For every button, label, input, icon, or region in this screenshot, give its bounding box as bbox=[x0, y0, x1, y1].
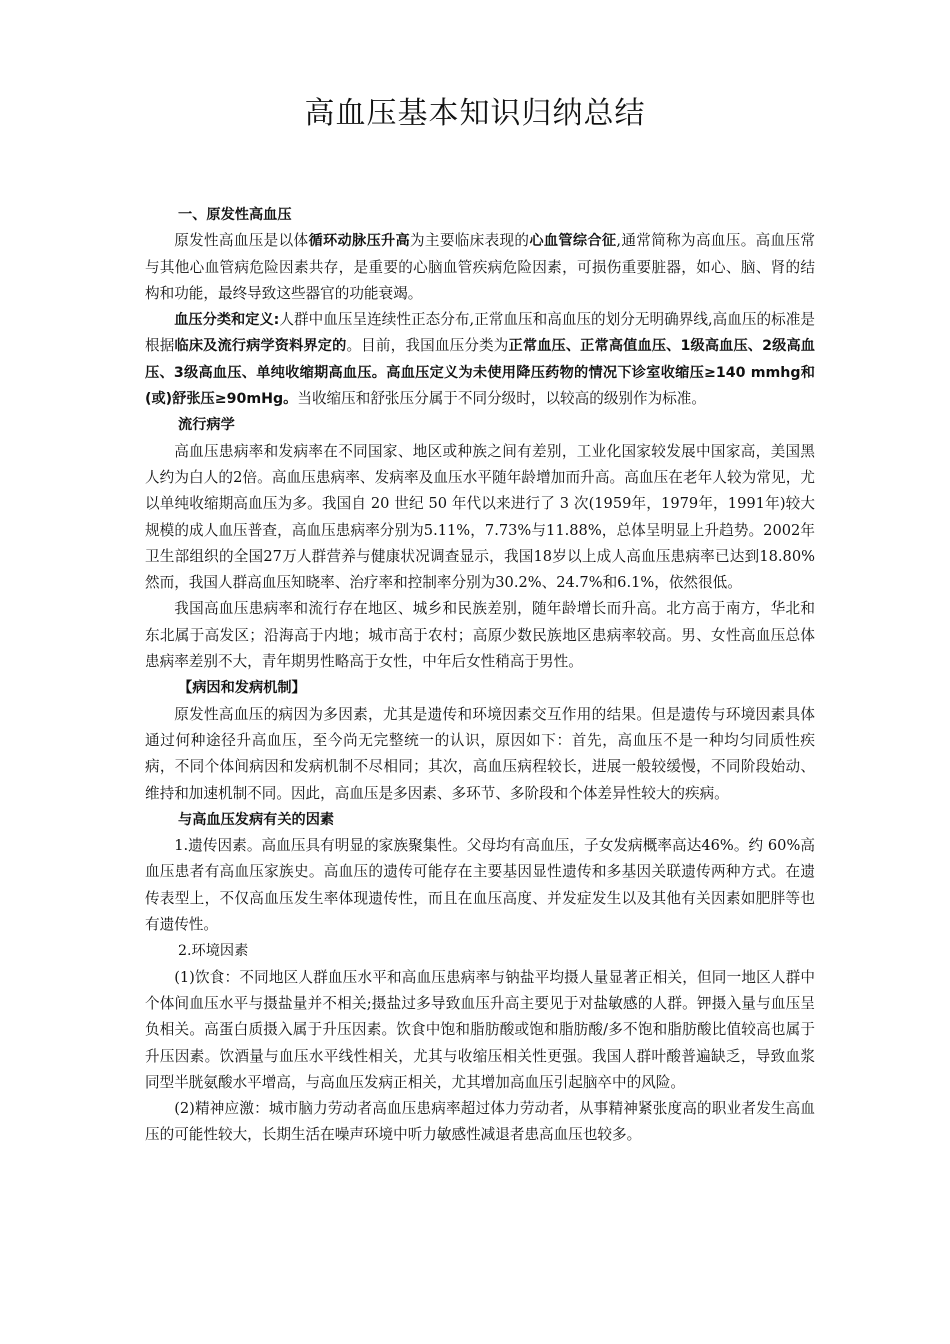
document-body bbox=[145, 202, 815, 1149]
bold-run: 临床及流行病学资料界定的 bbox=[174, 338, 347, 355]
section-heading-environment: 2.环境因素 bbox=[178, 943, 249, 960]
paragraph-classification bbox=[145, 307, 815, 412]
bold-run: 正常血压、正常高值血压、1级高血压、2级高血压、3级高血压、单纯收缩期高血压。高血压定义为未使用降压药物的情况下诊室收缩压≥140 mmhg和(或)舒张压≥90mHg。 bbox=[145, 338, 815, 408]
paragraph-genetic-factors: 1.遗传因素。高血压具有明显的家族聚集性。父母均有高血压，子女发病概率高达46%。约 60%高血压患者有高血压家族史。高血压的遗传可能存在主要基因显性遗传和多基因关联遗传两种方式。在遗传表型上，不仅高血压发生率体现遗传性，而且在血压高度、并发症发生以及其他有关因素如肥胖等也有遗传性。 bbox=[145, 837, 815, 934]
bold-run: 心血管综合征 bbox=[529, 233, 617, 250]
section-heading-factors: 与高血压发病有关的因素 bbox=[178, 811, 335, 828]
section-heading-etiology: 【病因和发病机制】 bbox=[178, 680, 306, 697]
text-run: 当收缩压和舒张压分属于不同分级时，以较高的级别作为标准。 bbox=[297, 390, 706, 408]
section-heading-epidemiology: 流行病学 bbox=[178, 417, 235, 434]
section-heading-primary-hypertension: 一、原发性高血压 bbox=[178, 207, 292, 223]
text-run: ,通常简称为高血压。高血压常与其他心血管病危险因素共存，是重要的心脑血管疾病危险因素，可损伤重要脏器，如心、脑、肾的结构和功能，最终导致这些器官的功能衰竭。 bbox=[145, 232, 815, 302]
document-title: 高血压基本知识归纳总结 bbox=[304, 96, 646, 131]
text-run: 人群中血压呈连续性正态分布,正常血压和高血压的划分无明确界线,高血压的标准是根据 bbox=[145, 311, 815, 355]
text-run: 。目前，我国血压分类为 bbox=[346, 337, 509, 355]
paragraph-stress: (2)精神应激：城市脑力劳动者高血压患病率超过体力劳动者，从事精神紧张度高的职业者发生高血压的可能性较大，长期生活在噪声环境中听力敏感性减退者患高血压也较多。 bbox=[145, 1100, 815, 1144]
paragraph-epidemiology-1: 高血压患病率和发病率在不同国家、地区或种族之间有差别，工业化国家较发展中国家高，美国黑人约为白人的2倍。高血压患病率、发病率及血压水平随年龄增加而升高。高血压在老年人较为常见，尤以单纯收缩期高血压为多。我国自 20 世纪 50 年代以来进行了 3 次(1959年，1979年，1991年)较大规模的成人血压普查，高血压患病率分别为5.11%，7.73%与11.88%，总体呈明显上升趋势。2002年卫生部组织的全国27万人群营养与健康状况调查显示，我国18岁以上成人高血压患病率已达到18.80%然而，我国人群高血压知晓率、治疗率和控制率分别为30.2%、24.7%和6.1%，依然很低。 bbox=[145, 442, 815, 592]
paragraph-definition bbox=[145, 228, 815, 307]
text-run: 为主要临床表现的 bbox=[410, 232, 530, 250]
paragraph-etiology: 原发性高血压的病因为多因素，尤其是遗传和环境因素交互作用的结果。但是遗传与环境因素具体通过何种途径升高血压，至今尚无完整统一的认识，原因如下：首先，高血压不是一种均匀同质性疾病，不同个体间病因和发病机制不尽相同；其次，高血压病程较长，进展一般较缓慢，不同阶段始动、维持和加速机制不同。因此，高血压是多因素、多环节、多阶段和个体差异性较大的疾病。 bbox=[145, 705, 815, 802]
paragraph-diet: (1)饮食：不同地区人群血压水平和高血压患病率与钠盐平均摄人量显著正相关，但同一地区人群中个体间血压水平与摄盐量并不相关;摄盐过多导致血压升高主要见于对盐敏感的人群。钾摄入量与血压呈负相关。高蛋白质摄入属于升压因素。饮食中饱和脂肪酸或饱和脂肪酸/多不饱和脂肪酸比值较高也属于升压因素。饮酒量与血压水平线性相关，尤其与收缩压相关性更强。我国人群叶酸普遍缺乏，导致血浆同型半胱氨酸水平增高，与高血压发病正相关，尤其增加高血压引起脑卒中的风险。 bbox=[145, 968, 815, 1091]
paragraph-epidemiology-2: 我国高血压患病率和流行存在地区、城乡和民族差别，随年龄增长而升高。北方高于南方，华北和东北属于高发区；沿海高于内地；城市高于农村；高原少数民族地区患病率较高。男、女性高血压总体患病率差别不大，青年期男性略高于女性，中年后女性稍高于男性。 bbox=[145, 600, 815, 671]
bold-run: 循环动脉压升高 bbox=[308, 233, 411, 250]
text-run: 原发性高血压是以体 bbox=[174, 232, 309, 250]
bold-run: 血压分类和定义: bbox=[174, 312, 280, 329]
